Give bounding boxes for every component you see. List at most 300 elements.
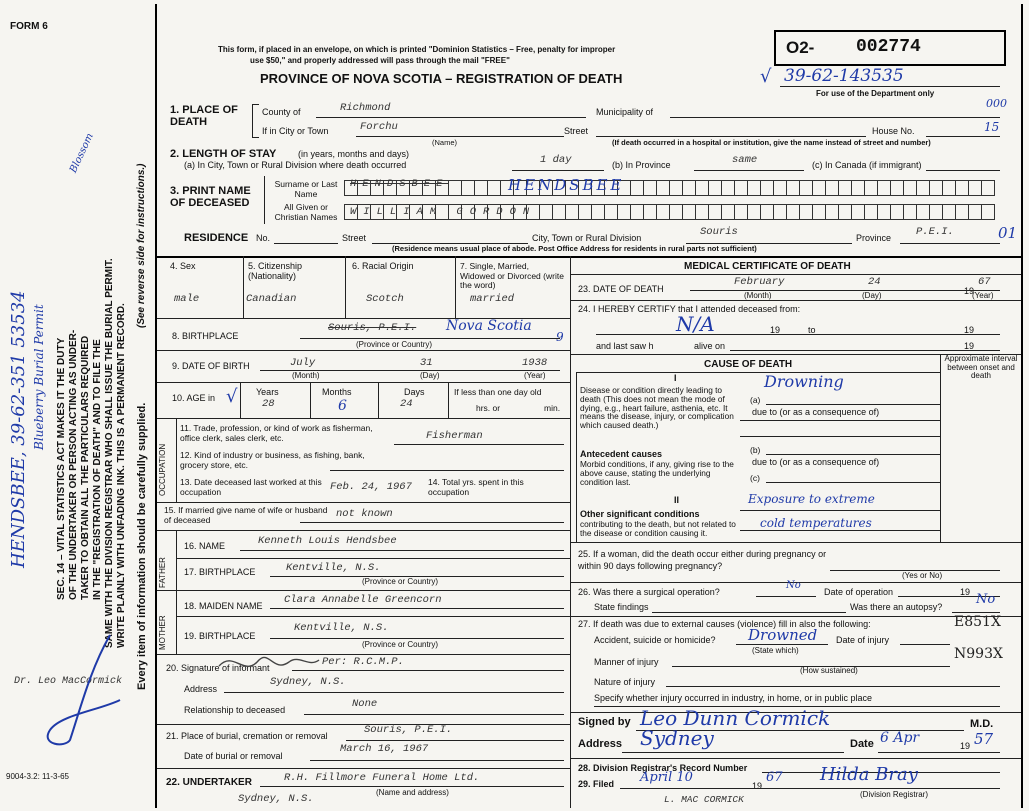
relationship-rule (304, 714, 564, 715)
less-than-day-label: If less than one day old (454, 387, 542, 397)
name-grid-cell (747, 204, 761, 220)
street-label: Street (564, 126, 589, 136)
place-bracket (252, 104, 259, 138)
age-years-label: Years (256, 387, 279, 397)
birthplace-handwritten: Nova Scotia (446, 318, 532, 334)
cause-a3-rule (740, 436, 940, 437)
residence-province-label: Province (856, 233, 892, 243)
cause-b-tag: (b) (750, 445, 761, 455)
name-grid-cell (773, 180, 787, 196)
accident-rule (736, 644, 828, 645)
name-grid-cell (591, 204, 605, 220)
death-year-note: (Year) (972, 291, 994, 300)
stay-b-label: (b) In Province (612, 160, 671, 170)
md-label: M.D. (970, 718, 994, 730)
q11-value: Fisherman (426, 430, 483, 442)
certify-rule-2 (730, 350, 1000, 351)
city-rule (356, 136, 564, 137)
name-grid-cell (812, 204, 826, 220)
name-grid-cell (708, 204, 722, 220)
name-grid-cell (708, 180, 722, 196)
name-grid-cell (630, 204, 644, 220)
due-to-a: due to (or as a consequence of) (752, 407, 880, 417)
row10-bottom (157, 418, 570, 419)
name-grid-cell (916, 204, 930, 220)
informant-signature (214, 648, 324, 678)
filed-year: 67 (766, 770, 783, 785)
mother-row-div (176, 616, 570, 617)
name-grid-cell (448, 180, 462, 196)
name-grid-cell (656, 180, 670, 196)
length-of-stay-note: (in years, months and days) (298, 149, 410, 159)
state-findings-label: State findings (594, 602, 649, 612)
name-grid-cell (825, 204, 839, 220)
name-grid-cell (682, 180, 696, 196)
name-grid-cell (825, 180, 839, 196)
cause-title-rule (576, 372, 940, 373)
name-grid-cell (474, 180, 488, 196)
name-note: (Name) (432, 138, 458, 147)
dob-day-note: (Day) (420, 371, 440, 380)
q11-label: 11. Trade, profession, or kind of work as fisherman, office clerk, sales clerk, etc. (180, 423, 373, 443)
residence-street-label: Street (342, 233, 367, 243)
birthplace-rule (300, 338, 560, 339)
name-grid-cell (760, 180, 774, 196)
form-right-border (1021, 4, 1023, 808)
roman-one: I (674, 373, 677, 383)
date-19: 19 (960, 741, 971, 751)
residence-city-label: City, Town or Rural Division (532, 233, 642, 243)
occupation-vdiv (176, 418, 177, 502)
personal-section-rule (157, 256, 1021, 258)
county-rule (316, 117, 586, 118)
filed-value: April 10 (640, 770, 693, 785)
registrar-note: (Division Registrar) (860, 790, 929, 799)
q14-label: 14. Total yrs. spent in this occupation (428, 477, 524, 497)
dob-year-note: (Year) (524, 371, 546, 380)
certify-19-a: 19 (770, 325, 781, 335)
name-grid-cell (604, 204, 618, 220)
age-years-value: 28 (262, 398, 275, 410)
residence-city-value: Souris (700, 226, 738, 238)
specify-label: Specify whether injury occurred in industry, in home, or in public place (594, 693, 872, 703)
surname-struck: HENDSBEE (350, 178, 449, 190)
mother-birthplace-value: Kentville, N.S. (294, 622, 389, 634)
father-birthplace-note: (Province or Country) (362, 577, 439, 586)
name-grid-cell (565, 204, 579, 220)
margin-handwritten-note-3: Blossom (68, 131, 96, 175)
name-grid-cell (721, 180, 735, 196)
burial-date-rule (310, 760, 564, 761)
other-conditions-label: contributing to the death, but not related to the disease or condition causing it. (580, 519, 736, 538)
autopsy-label: Was there an autopsy? (850, 602, 943, 612)
father-row-div (176, 558, 570, 559)
form-code: 9004-3.2: 11-3-65 (6, 772, 70, 781)
certify-from-value: N/A (676, 312, 715, 336)
state-findings-rule (652, 612, 846, 613)
row9-bottom (157, 382, 570, 383)
name-grid-cell (929, 180, 943, 196)
registration-prefix: O2- (786, 38, 815, 57)
citizenship-value: Canadian (246, 293, 297, 305)
signed-by-value: Leo Dunn Cormick (640, 706, 831, 730)
cause-b-rule (766, 454, 940, 455)
sec-line-2: OF THE UNDERTAKER OR PERSON ACTING AS UNDER- (68, 329, 79, 600)
dob-label: 9. DATE OF BIRTH (172, 361, 250, 371)
registrar-signature: Hilda Bray (820, 764, 918, 785)
age-div2 (310, 382, 311, 418)
street-rule (596, 136, 866, 137)
sec-line-1: SEC. 14 – VITAL STATISTICS ACT MAKES IT THE DUTY (56, 337, 67, 600)
father-birthplace-label: 17. BIRTHPLACE (184, 567, 256, 577)
name-grid-cell (890, 180, 904, 196)
other-conditions-value-2: cold temperatures (760, 516, 872, 530)
external-code-1: E851X (954, 614, 1001, 630)
sec-line-6: WRITE PLAINLY WITH UNFADING INK. THIS IS A PERMANENT RECORD. (116, 303, 127, 648)
age-check: √ (226, 386, 238, 407)
hrs-label: hrs. or (476, 403, 501, 413)
state-which-note: (State which) (752, 646, 799, 655)
name-grid-cell (838, 180, 852, 196)
q23-bottom (570, 300, 1021, 301)
row4-div3 (455, 256, 456, 318)
address-value: Sydney (640, 726, 714, 750)
father-name-value: Kenneth Louis Hendsbee (258, 535, 397, 547)
residence-note: (Residence means usual place of abode. Post Office Address for residents in rural parts not sufficient) (392, 244, 757, 253)
surname-value: HENDSBEE (508, 176, 625, 194)
name-grid-cell (968, 180, 982, 196)
certify-label: 24. I HEREBY CERTIFY that I attended deceased from: (578, 304, 801, 314)
undertaker-rule (260, 786, 564, 787)
death-year: 67 (978, 276, 991, 288)
name-grid-cell (643, 180, 657, 196)
dob-day: 31 (420, 357, 433, 369)
margin-handwritten-note-2: Blueberry Burial Permit (32, 304, 46, 450)
nature-label: Nature of injury (594, 677, 656, 687)
q15-rule (300, 522, 564, 523)
other-conditions-title: Other significant conditions (580, 509, 700, 519)
burial-place-rule (346, 740, 564, 741)
antecedent-title: Antecedent causes (580, 449, 663, 459)
name-grid-cell (539, 204, 553, 220)
cause-c-tag: (c) (750, 473, 760, 483)
marital-status-label: 7. Single, Married, Widowed or Divorced (write the word) (460, 261, 564, 290)
name-grid-cell (552, 204, 566, 220)
residence-province-rule (900, 243, 1000, 244)
q13-value: Feb. 24, 1967 (330, 481, 412, 493)
date-label: Date (850, 738, 874, 750)
name-grid-cell (630, 180, 644, 196)
roman-two: II (674, 495, 680, 505)
due-to-b: due to (or as a consequence of) (752, 457, 880, 467)
name-grid-cell (461, 180, 475, 196)
other-rule-1 (740, 510, 940, 511)
form-label: FORM 6 (10, 21, 48, 32)
address-label: Address (578, 738, 623, 750)
cause-a2-rule (740, 420, 940, 421)
cause-a-tag: (a) (750, 395, 761, 405)
surgery-label: 26. Was there a surgical operation? (578, 587, 720, 597)
name-grid-cell (916, 180, 930, 196)
medical-title-rule (570, 274, 1021, 275)
row8-bottom (157, 350, 570, 351)
given-names-value: WILLIAM GORDON (350, 206, 537, 218)
informant-address-label: Address (184, 684, 218, 694)
q13-label: 13. Date deceased last worked at this occupation (180, 477, 322, 497)
surgery-rule (756, 596, 816, 597)
burial-date-value: March 16, 1967 (340, 743, 429, 755)
name-grid-cell (903, 204, 917, 220)
dob-year: 1938 (522, 357, 548, 369)
registrar-record-label: 28. Division Registrar's Record Number (578, 763, 748, 773)
residence-province-code: 01 (998, 224, 1018, 242)
stay-a-label: (a) In City, Town or Rural Division where death occurred (184, 160, 407, 170)
name-grid-cell (812, 180, 826, 196)
name-grid-cell (864, 204, 878, 220)
name-grid-cell (695, 204, 709, 220)
sec-line-5: SAME WITH THE DIVISION REGISTRAR WHO SHALL ISSUE THE BURIAL PERMIT. (104, 258, 115, 648)
date-year: 57 (974, 730, 994, 748)
interval-header: Approximate interval between onset and death (944, 354, 1018, 381)
birthplace-code: 9 (556, 330, 564, 344)
doctor-stamp: Dr. Leo MacCormick (14, 676, 123, 687)
relationship-label: Relationship to deceased (184, 705, 286, 715)
certify-rule-1 (596, 334, 1000, 335)
name-grid-cell (799, 180, 813, 196)
registration-number-box (774, 30, 1006, 66)
house-label: House No. (872, 126, 915, 136)
informant-sig-rule (292, 670, 564, 671)
stay-c-rule (926, 170, 1000, 171)
father-bottom (157, 590, 570, 591)
residence-province-value: P.E.I. (916, 226, 954, 238)
municipality-label: Municipality of (596, 107, 654, 117)
dept-check-mark: √ (760, 66, 772, 87)
operation-date-label: Date of operation (824, 587, 894, 597)
date-of-death-label: 23. DATE OF DEATH (578, 284, 664, 294)
external-code-2: N993X (954, 646, 1003, 662)
operation-19: 19 (960, 587, 971, 597)
name-grid-cell (942, 204, 956, 220)
informant-sig-label: 20. Signature of informant (166, 663, 270, 673)
name-grid-cell (981, 204, 995, 220)
name-bracket (264, 176, 267, 224)
other-conditions-value-1: Exposure to extreme (748, 492, 875, 506)
institution-note: (If death occurred in a hospital or institution, give the name instead of street and number) (612, 138, 931, 147)
age-days-value: 24 (400, 398, 413, 410)
column-divider (570, 256, 571, 808)
racial-origin-value: Scotch (366, 293, 404, 305)
q15-label: 15. If married give name of wife or husband of deceased (164, 505, 328, 525)
q12-label: 12. Kind of industry or business, as fishing, bank, grocery store, etc. (180, 450, 365, 470)
dept-number-rule (780, 86, 1000, 87)
birthplace-label: 8. BIRTHPLACE (172, 331, 239, 341)
q15-value: not known (336, 508, 393, 520)
age-div4 (448, 382, 449, 418)
undertaker-note: (Name and address) (376, 788, 449, 797)
stay-c-label: (c) In Canada (if immigrant) (812, 160, 922, 170)
signature-bottom (570, 758, 1021, 759)
citizenship-label: 5. Citizenship (Nationality) (248, 261, 303, 281)
sec-line-3: TAKER TO OBTAIN ALL THE PARTICULARS REQUIRED (80, 335, 91, 600)
occupation-vertical-label: OCCUPATION (158, 443, 167, 496)
q12-rule (330, 470, 564, 471)
municipality-code: 000 (986, 97, 1007, 110)
cause-c-rule (766, 482, 940, 483)
mother-birthplace-rule (270, 638, 564, 639)
name-grid-cell (695, 180, 709, 196)
name-grid-cell (877, 180, 891, 196)
reverse-side-note: (See reverse side for instructions.) (136, 163, 147, 328)
place-of-death-heading: 1. PLACE OF DEATH (170, 104, 238, 128)
name-grid-cell (786, 204, 800, 220)
mother-birthplace-note: (Province or Country) (362, 640, 439, 649)
age-days-label: Days (404, 387, 425, 397)
informant-address-value: Sydney, N.S. (270, 676, 346, 688)
age-months-value: 6 (338, 398, 347, 414)
cause-box-left (576, 372, 577, 542)
manner-label: Manner of injury (594, 657, 659, 667)
name-grid-cell (799, 204, 813, 220)
dob-month: July (290, 357, 316, 369)
certify-19-c: 19 (964, 341, 975, 351)
name-grid-cell (682, 204, 696, 220)
cause-box-bottom (570, 542, 1021, 543)
name-grid-cell (851, 180, 865, 196)
name-grid-cell (656, 204, 670, 220)
marital-status-value: married (470, 293, 515, 305)
mother-maiden-rule (270, 608, 564, 609)
certify-to: to (808, 325, 816, 335)
name-grid-cell (760, 204, 774, 220)
certify-19-b: 19 (964, 325, 975, 335)
sex-label: 4. Sex (170, 261, 196, 271)
autopsy-rule (952, 612, 1000, 613)
pregnancy-yes-no: (Yes or No) (902, 571, 943, 580)
sec-line-4: IN THE "REGISTRATION OF DEATH" AND TO FILE THE (92, 339, 103, 600)
house-number-code: 15 (984, 120, 1000, 134)
row14-bottom (157, 502, 570, 503)
residence-no-rule (274, 243, 338, 244)
name-grid-cell (747, 180, 761, 196)
cause-of-death-title: CAUSE OF DEATH (704, 359, 793, 370)
cause-a-value: Drowning (764, 372, 844, 391)
father-name-rule (240, 550, 564, 551)
length-of-stay-heading: 2. LENGTH OF STAY (170, 148, 277, 160)
min-label: min. (544, 403, 561, 413)
age-label: 10. AGE in (172, 393, 216, 403)
q11-rule (394, 444, 564, 445)
row4-div2 (345, 256, 346, 318)
last-saw-label: and last saw h (596, 341, 654, 351)
dob-month-note: (Month) (292, 371, 320, 380)
margin-handwritten-note: HENDSBEE, 39-62-351 53534 (8, 290, 29, 568)
name-grid-cell (955, 180, 969, 196)
name-grid-cell (578, 204, 592, 220)
name-grid-cell (864, 180, 878, 196)
row15-bottom (157, 530, 570, 531)
municipality-rule (670, 117, 1000, 118)
name-heading: 3. PRINT NAME OF DECEASED (170, 185, 251, 209)
every-item-note: Every item of information should be carefully supplied. (136, 402, 148, 690)
accident-value: Drowned (748, 626, 818, 644)
filed-label: 29. Filed (578, 779, 615, 789)
page-title: PROVINCE OF NOVA SCOTIA – REGISTRATION OF DEATH (260, 71, 623, 86)
antecedent-label: Morbid conditions, if any, giving rise to the above cause, stating the underlying condition last. (580, 459, 734, 487)
name-grid-cell (890, 204, 904, 220)
death-day-note: (Day) (862, 291, 882, 300)
name-grid-cell (487, 180, 501, 196)
burial-place-value: Souris, P.E.I. (364, 724, 453, 736)
undertaker-address: Sydney, N.S. (238, 793, 314, 805)
parents-vdiv (176, 530, 177, 654)
city-value: Forchu (360, 121, 398, 133)
name-grid-cell (786, 180, 800, 196)
notice-line-2: use $50," and properly addressed will pass through the mail "FREE" (250, 56, 510, 65)
form-left-border (155, 4, 157, 808)
stamp-bottom: L. MAC CORMICK (664, 794, 744, 805)
county-value: Richmond (340, 102, 391, 114)
residence-heading: RESIDENCE (184, 232, 249, 244)
age-div1 (240, 382, 241, 418)
mother-birthplace-label: 19. BIRTHPLACE (184, 631, 256, 641)
name-grid-cell (669, 180, 683, 196)
external-causes-label: 27. If death was due to external causes (violence) fill in also the following: (578, 619, 871, 629)
autopsy-value: No (976, 592, 996, 607)
name-grid-cell (721, 204, 735, 220)
physician-signature-flourish (20, 630, 130, 750)
burial-bottom (157, 768, 570, 769)
department-use-note: For use of the Department only (816, 89, 935, 98)
notice-line-1: This form, if placed in an envelope, on which is printed "Dominion Statistics – Free, penalty for improper (218, 45, 616, 54)
burial-date-label: Date of burial or removal (184, 751, 283, 761)
name-grid-cell (929, 204, 943, 220)
injury-date-label: Date of injury (836, 635, 890, 645)
house-rule (926, 136, 1000, 137)
father-name-label: 16. NAME (184, 541, 226, 551)
name-grid-cell (838, 204, 852, 220)
mother-vertical-label: MOTHER (158, 615, 167, 650)
department-number: 39-62-143535 (784, 66, 904, 86)
death-month: February (734, 276, 785, 288)
given-names-label: All Given or Christian Names (274, 202, 338, 222)
date-value: 6 Apr (880, 730, 920, 746)
informant-address-rule (224, 692, 564, 693)
age-months-label: Months (322, 387, 352, 397)
stay-b-rule (694, 170, 804, 171)
name-grid-cell (734, 204, 748, 220)
death-year-prefix: 19 (964, 286, 975, 296)
name-grid-cell (942, 180, 956, 196)
surgery-value: No (786, 580, 801, 591)
alive-on-label: alive on (694, 341, 726, 351)
name-grid-cell (617, 204, 631, 220)
signed-by-label: Signed by (578, 716, 631, 728)
undertaker-label: 22. UNDERTAKER (166, 777, 252, 788)
mother-maiden-value: Clara Annabelle Greencorn (284, 594, 442, 606)
name-grid-cell (773, 204, 787, 220)
age-div3 (378, 382, 379, 418)
father-vertical-label: FATHER (158, 557, 167, 588)
father-birthplace-value: Kentville, N.S. (286, 562, 381, 574)
mother-maiden-label: 18. MAIDEN NAME (184, 601, 263, 611)
medical-title: MEDICAL CERTIFICATE OF DEATH (684, 261, 851, 272)
address-rule (622, 752, 844, 753)
stay-a-rule (512, 170, 604, 171)
name-grid-cell (981, 180, 995, 196)
death-month-note: (Month) (744, 291, 772, 300)
stay-a-value: 1 day (540, 154, 572, 166)
